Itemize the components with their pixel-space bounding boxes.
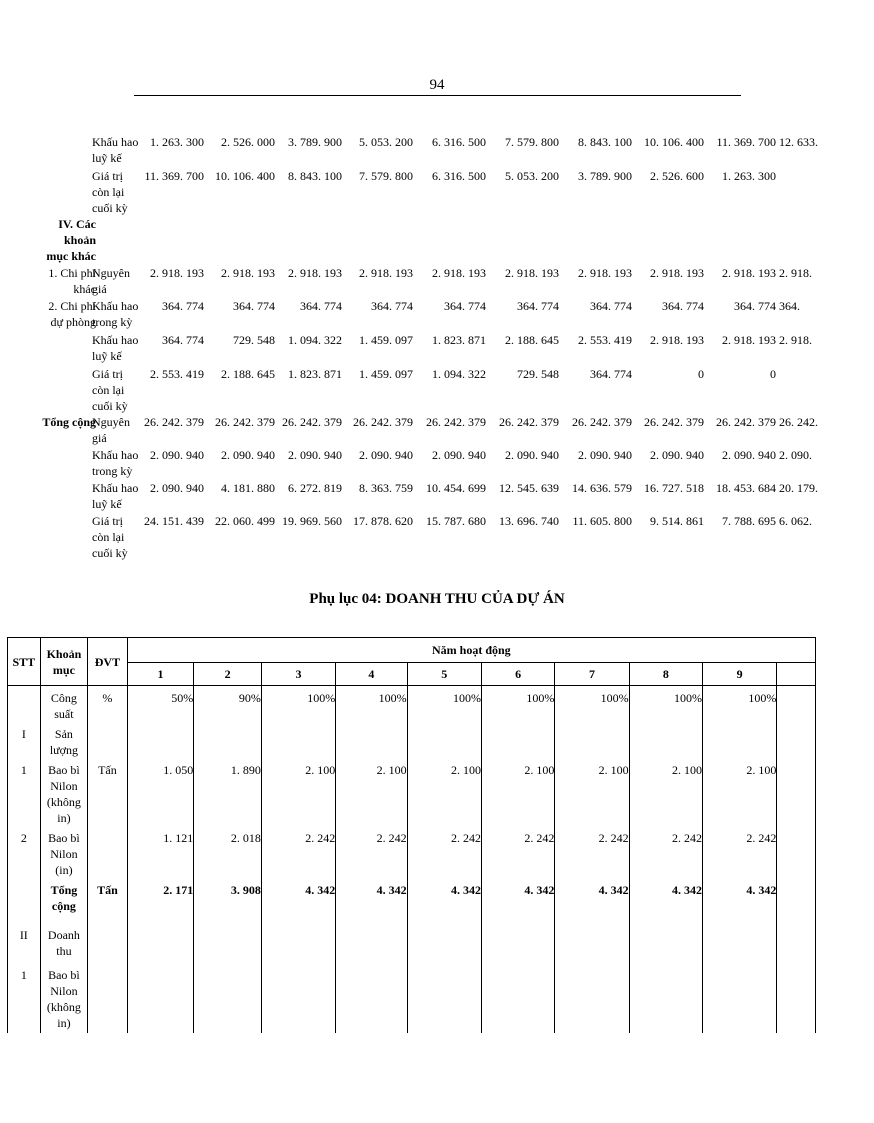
value-cell: 8. 843. 100 [288,169,342,183]
revenue-table-wrapper [0,630,816,1030]
value-cell: 0 [698,367,704,381]
value-cell [629,722,702,758]
value-cell: 2. 526. 600 [650,169,704,183]
value-cell: 50% [127,686,194,723]
value-cell: 2. 918. 193 [150,266,204,280]
value-cell: 10. 106. 400 [644,135,704,149]
value-cell: 2. 918. 193 [432,266,486,280]
row-label-line: Khấu hao [92,299,139,313]
value-cell: 2. 100 [407,758,481,826]
stt-cell: II [8,923,41,963]
row-group-label-line: dự phòng [50,315,96,329]
value-cell: 364. 774 [233,299,275,313]
value-cell: 1. 459. 097 [359,333,413,347]
value-cell: 26. 242. 379 [426,415,486,429]
value-cell: 1. 823. 871 [432,333,486,347]
value-cell [127,923,194,963]
row-label-line: luỹ kế [92,349,122,363]
value-cell: 2. 090. 940 [722,448,776,462]
value-cell: 2. 918. 193 [359,266,413,280]
value-cell: 1. 094. 322 [288,333,342,347]
value-cell: 26. 242. 379 [716,415,776,429]
row-group-label-line: khác [73,282,96,296]
value-cell: 6. 062. [779,514,812,528]
value-cell [336,722,407,758]
row-group-label [0,265,96,297]
row-label-line: Giá trị [92,169,123,183]
value-cell: 2. 918. 193 [722,333,776,347]
stt-cell: I [8,722,41,758]
unit-cell: Tấn [88,878,127,923]
value-cell: 2. 100 [481,758,554,826]
value-cell: 0 [770,367,776,381]
value-cell: 4. 181. 880 [221,481,275,495]
value-cell: 5. 053. 200 [505,169,559,183]
unit-cell: Tấn [88,758,127,826]
item-cell: Doanh thu [40,923,88,963]
header-year: 5 [407,663,481,686]
value-cell: 2. 100 [555,758,629,826]
value-cell: 100% [336,686,407,723]
value-cell: 2. 918. 193 [722,266,776,280]
value-cell: 7. 579. 800 [505,135,559,149]
value-cell: 2. 918. 193 [650,333,704,347]
row-label-line: Giá trị [92,367,123,381]
value-cell: 2. 100 [261,758,335,826]
row-label-line: còn lại [92,530,125,544]
row-label-line: Khấu hao [92,135,139,149]
table-row [8,878,816,923]
value-cell: 2. 242 [407,826,481,878]
value-cell: 2. 242 [703,826,777,878]
value-cell: 100% [703,686,777,723]
value-cell: 22. 060. 499 [215,514,275,528]
stt-cell: 2 [8,826,41,878]
item-cell: Bao bì Nilon (không in) [40,758,88,826]
row-label-line: trong kỳ [92,464,133,478]
depreciation-table [0,0,816,600]
value-cell: 26. 242. 379 [353,415,413,429]
stt-cell [8,878,41,923]
value-cell [703,722,777,758]
table-row [8,826,816,878]
value-cell: 4. 342 [555,878,629,923]
value-cell: 26. 242. 379 [215,415,275,429]
row-label-line: Giá trị [92,514,123,528]
table-row [8,722,816,758]
value-cell: 2. 242 [629,826,702,878]
value-cell: 26. 242. 379 [144,415,204,429]
value-cell: 2. 242 [336,826,407,878]
value-cell: 26. 242. [779,415,818,429]
value-cell: 3. 789. 900 [288,135,342,149]
row-label-line: Nguyên [92,266,130,280]
value-cell: 8. 363. 759 [359,481,413,495]
value-cell: 2. 100 [336,758,407,826]
header-year: 9 [703,663,777,686]
value-cell: 100% [261,686,335,723]
unit-cell [88,963,127,1033]
value-cell: 17. 878. 620 [353,514,413,528]
value-cell: 18. 453. 684 [716,481,776,495]
value-cell [481,963,554,1033]
value-cell: 19. 969. 560 [282,514,342,528]
table-row [8,963,816,1033]
value-cell: 364. 774 [371,299,413,313]
value-cell: 10. 106. 400 [215,169,275,183]
value-cell: 10. 454. 699 [426,481,486,495]
value-cell: 2. 090. 940 [650,448,704,462]
value-cell: 364. [779,299,800,313]
row-label-line: còn lại [92,185,125,199]
revenue-table [7,637,816,1033]
stt-cell: 1 [8,963,41,1033]
value-cell: 2. 918. [779,266,812,280]
row-group-label-line: 2. Chi phí [48,299,96,313]
value-cell: 2. 918. 193 [505,266,559,280]
value-cell: 15. 787. 680 [426,514,486,528]
value-cell: 2. 018 [194,826,262,878]
value-cell [336,963,407,1033]
header-year: 2 [194,663,262,686]
row-label-line: trong kỳ [92,315,133,329]
row-group-label [0,216,96,264]
header-year: 7 [555,663,629,686]
value-cell: 1. 890 [194,758,262,826]
value-cell: 2. 242 [261,826,335,878]
value-cell [703,963,777,1033]
value-cell: 4. 342 [481,878,554,923]
value-cell: 4. 342 [261,878,335,923]
value-cell: 100% [481,686,554,723]
item-cell: Bao bì Nilon (in) [40,826,88,878]
value-cell: 2. 553. 419 [578,333,632,347]
page-number: 94 [429,77,445,93]
header-year: 3 [261,663,335,686]
value-cell-extra [777,758,816,826]
row-label-line: cuối kỳ [92,201,128,215]
row-group-label-line: khoản [63,233,96,247]
value-cell: 100% [555,686,629,723]
value-cell-extra [777,722,816,758]
value-cell: 364. 774 [162,333,204,347]
value-cell: 364. 774 [590,367,632,381]
value-cell-extra [777,963,816,1033]
value-cell: 2. 090. [779,448,812,462]
value-cell: 364. 774 [444,299,486,313]
value-cell: 2. 918. 193 [221,266,275,280]
value-cell: 26. 242. 379 [282,415,342,429]
value-cell [407,722,481,758]
header-year: 6 [481,663,554,686]
value-cell [481,923,554,963]
value-cell: 20. 179. [779,481,818,495]
value-cell: 2. 090. 940 [578,448,632,462]
row-label-line: Khấu hao [92,448,139,462]
header-year-extra [777,663,816,686]
header-dvt: ĐVT [88,638,127,686]
value-cell [127,963,194,1033]
table-row [8,758,816,826]
value-cell: 2. 090. 940 [359,448,413,462]
value-cell [407,923,481,963]
row-label-line: cuối kỳ [92,546,128,560]
value-cell [261,923,335,963]
value-cell: 16. 727. 518 [644,481,704,495]
value-cell [555,963,629,1033]
value-cell: 6. 316. 500 [432,169,486,183]
value-cell: 14. 636. 579 [572,481,632,495]
value-cell: 2. 090. 940 [150,448,204,462]
header-year: 8 [629,663,702,686]
value-cell: 2. 090. 940 [288,448,342,462]
value-cell: 26. 242. 379 [499,415,559,429]
value-cell-extra [777,923,816,963]
value-cell: 2. 171 [127,878,194,923]
value-cell: 2. 188. 645 [221,367,275,381]
header-year: 1 [127,663,194,686]
header-nam-hoat-dong: Năm hoạt động [127,638,815,663]
value-cell: 364. 774 [162,299,204,313]
row-label-line: giá [92,282,107,296]
value-cell: 4. 342 [703,878,777,923]
value-cell: 8. 843. 100 [578,135,632,149]
value-cell-extra [777,686,816,723]
row-group-label-line: 1. Chi phí [48,266,96,280]
row-label-line: Khấu hao [92,333,139,347]
value-cell: 9. 514. 861 [650,514,704,528]
item-cell: Tổng cộng [40,878,88,923]
value-cell: 1. 121 [127,826,194,878]
value-cell-extra [777,826,816,878]
value-cell: 729. 548 [233,333,275,347]
value-cell: 4. 342 [336,878,407,923]
row-label-line: luỹ kế [92,497,122,511]
value-cell [555,923,629,963]
value-cell: 5. 053. 200 [359,135,413,149]
value-cell: 100% [629,686,702,723]
value-cell [261,963,335,1033]
table-row [8,923,816,963]
value-cell [555,722,629,758]
stt-cell [8,686,41,723]
value-cell: 90% [194,686,262,723]
value-cell: 1. 094. 322 [432,367,486,381]
value-cell: 1. 263. 300 [722,169,776,183]
row-group-label [0,298,96,330]
row-label-line: cuối kỳ [92,399,128,413]
value-cell: 3. 908 [194,878,262,923]
value-cell: 364. 774 [300,299,342,313]
value-cell [194,722,262,758]
value-cell: 3. 789. 900 [578,169,632,183]
value-cell: 11. 369. 700 [716,135,776,149]
value-cell: 2. 090. 940 [505,448,559,462]
value-cell [261,722,335,758]
value-cell [336,923,407,963]
row-label-line: giá [92,431,107,445]
unit-cell [88,923,127,963]
value-cell [703,923,777,963]
value-cell: 1. 263. 300 [150,135,204,149]
value-cell: 11. 369. 700 [144,169,204,183]
value-cell: 2. 526. 000 [221,135,275,149]
value-cell: 13. 696. 740 [499,514,559,528]
value-cell: 2. 100 [629,758,702,826]
value-cell [127,722,194,758]
item-cell: Công suất [40,686,88,723]
value-cell [194,923,262,963]
value-cell: 6. 272. 819 [288,481,342,495]
value-cell: 7. 788. 695 [722,514,776,528]
unit-cell: % [88,686,127,723]
appendix-title: Phụ lục 04: DOANH THU CỦA DỰ ÁN [309,591,565,607]
value-cell: 2. 100 [703,758,777,826]
row-label-line: luỹ kế [92,151,122,165]
value-cell: 2. 918. 193 [288,266,342,280]
value-cell: 2. 242 [555,826,629,878]
value-cell: 1. 050 [127,758,194,826]
value-cell [481,722,554,758]
value-cell: 364. 774 [590,299,632,313]
value-cell: 6. 316. 500 [432,135,486,149]
row-label-line: Nguyên [92,415,130,429]
value-cell: 24. 151. 439 [144,514,204,528]
value-cell [407,963,481,1033]
header-year: 4 [336,663,407,686]
unit-cell [88,722,127,758]
value-cell [629,963,702,1033]
header-khoan-muc: Khoản mục [40,638,88,686]
value-cell: 26. 242. 379 [644,415,704,429]
value-cell: 364. 774 [517,299,559,313]
row-label-line: Khấu hao [92,481,139,495]
header-stt: STT [8,638,41,686]
value-cell: 4. 342 [407,878,481,923]
table-row [8,686,816,723]
value-cell: 1. 459. 097 [359,367,413,381]
value-cell: 4. 342 [629,878,702,923]
value-cell: 2. 090. 940 [150,481,204,495]
value-cell: 1. 823. 871 [288,367,342,381]
row-group-label-line: Tổng cộng [42,415,96,429]
value-cell: 364. 774 [662,299,704,313]
value-cell [629,923,702,963]
value-cell: 2. 242 [481,826,554,878]
value-cell: 2. 918. 193 [578,266,632,280]
value-cell: 2. 918. 193 [650,266,704,280]
value-cell: 12. 633. [779,135,818,149]
value-cell: 2. 090. 940 [221,448,275,462]
value-cell: 11. 605. 800 [572,514,632,528]
value-cell: 12. 545. 639 [499,481,559,495]
value-cell-extra [777,878,816,923]
row-group-label [0,414,96,430]
unit-cell [88,826,127,878]
value-cell: 364. 774 [734,299,776,313]
value-cell: 2. 553. 419 [150,367,204,381]
item-cell: Sản lượng [40,722,88,758]
value-cell [194,963,262,1033]
value-cell: 2. 090. 940 [432,448,486,462]
value-cell: 26. 242. 379 [572,415,632,429]
value-cell: 729. 548 [517,367,559,381]
row-group-label-line: mục khác [46,249,96,263]
row-label-line: còn lại [92,383,125,397]
value-cell: 2. 188. 645 [505,333,559,347]
value-cell: 100% [407,686,481,723]
item-cell: Bao bì Nilon (không in) [40,963,88,1033]
row-group-label-line: IV. Các [58,217,96,231]
value-cell: 7. 579. 800 [359,169,413,183]
stt-cell: 1 [8,758,41,826]
value-cell: 2. 918. [779,333,812,347]
